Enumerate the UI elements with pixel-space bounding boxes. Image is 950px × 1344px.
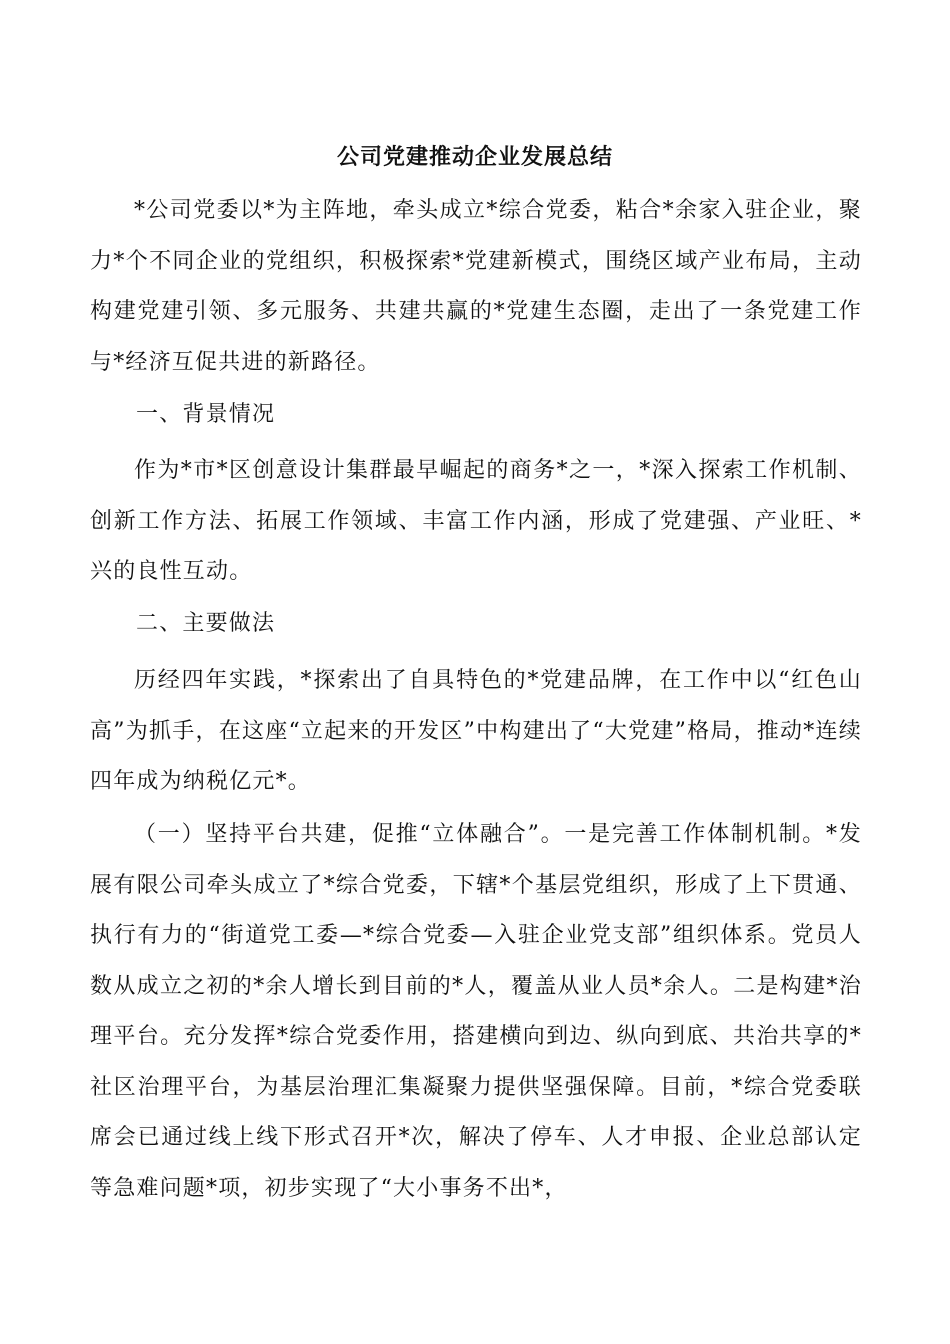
document-title: 公司党建推动企业发展总结 — [336, 144, 613, 170]
intro-paragraph: *公司党委以*为主阵地，牵头成立*综合党委，粘合*余家入驻企业，聚力*个不同企业的党组织，积极探索*党建新模式，围绕区域产业布局，主动构建党建引领、多元服务、共建共赢的*党建生态圈，走出了一条党建工作与*经济互促共进的新路径。 — [90, 198, 862, 375]
section-heading-methods: 二、主要做法 — [136, 611, 276, 636]
methods-paragraph: 历经四年实践，*探索出了自具特色的*党建品牌，在工作中以“红色山高”为抓手，在这座“立起来的开发区”中构建出了“大党建”格局，推动*连续四年成为纳税亿元*。 — [90, 668, 862, 794]
subsection-platform-paragraph: （一）坚持平台共建，促推“立体融合”。一是完善工作体制机制。*发展有限公司牵头成立了*综合党委，下辖*个基层党组织，形成了上下贯通、执行有力的“街道党工委—*综合党委—入驻企业党支部”组织体系。党员人数从成立之初的*余人增长到目前的*人，覆盖从业人员*余人。二是构建*治理平台。充分发挥*综合党委作用，搭建横向到边、纵向到底、共治共享的*社区治理平台，为基层治理汇集凝聚力提供坚强保障。目前，*综合党委联席会已通过线上线下形式召开*次，解决了停车、人才申报、企业总部认定等急难问题*项，初步实现了“大小事务不出*， — [90, 822, 862, 1201]
background-paragraph: 作为*市*区创意设计集群最早崛起的商务*之一，*深入探索工作机制、创新工作方法、拓展工作领域、丰富工作内涵，形成了党建强、产业旺、*兴的良性互动。 — [90, 458, 862, 584]
section-heading-background: 一、背景情况 — [136, 402, 276, 427]
